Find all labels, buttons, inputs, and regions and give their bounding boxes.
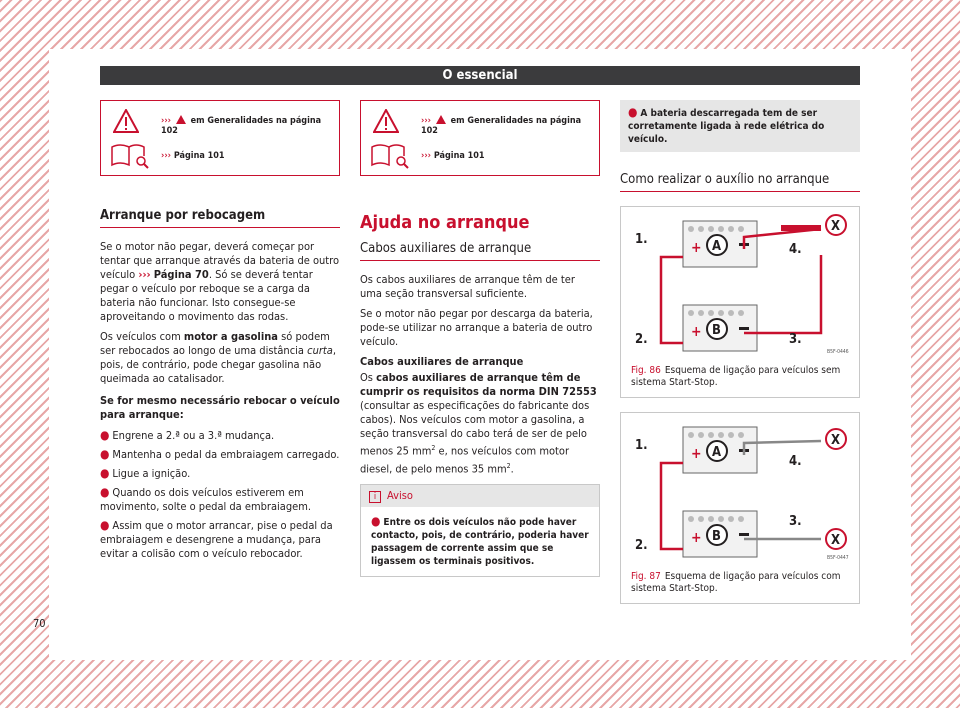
step-4-label: 4. (789, 242, 802, 257)
step-2-label: 2. (635, 332, 648, 347)
battery-b (683, 511, 757, 557)
figure-87 (620, 412, 860, 604)
list-item: ● Assim que o motor arrancar, pise o pedal da embraiagem e desengrene a mudança, para evitar a colisão com o veículo rebocador. (100, 518, 333, 560)
svg-text:+: + (691, 324, 702, 340)
svg-text:+: + (691, 446, 702, 462)
manual-book-icon (370, 141, 410, 169)
battery-a (683, 427, 757, 473)
warning-box-1 (100, 100, 340, 176)
column-2 (360, 100, 600, 577)
battery-a (683, 221, 757, 267)
small-warning-icon (436, 115, 446, 124)
arrows-icon: ››› (421, 151, 432, 161)
label-x: X (831, 219, 841, 234)
page-reference-2[interactable] (421, 151, 485, 161)
aviso-box (360, 484, 600, 577)
aviso-body: ● Entre os dois veículos não pode haver contacto, pois, de contrário, poderia haver passagem de corrente assim que se ligassem os terminais positivos. (371, 514, 589, 568)
warning-reference-text: em Generalidades na página 102 (161, 116, 322, 136)
page-reference-text: Página 101 (173, 151, 225, 161)
figure-87-caption: Fig. 87 Esquema de ligação para veículos com sistema Start-Stop. (631, 571, 841, 594)
info-icon: i (369, 491, 381, 503)
column-1 (100, 100, 340, 565)
label-b: B (712, 529, 721, 544)
step-2-label: 2. (635, 538, 648, 553)
battery-b (683, 305, 757, 351)
page-reference-text: Página 101 (433, 151, 485, 161)
page-number: 70 (33, 617, 46, 630)
column-3 (620, 100, 860, 604)
main-title: Ajuda no arranque (360, 212, 530, 233)
label-a: A (712, 445, 722, 460)
ajuda-body (360, 273, 600, 476)
jump-start-diagram-87 (621, 413, 859, 563)
rebocagem-bullet-list (100, 428, 340, 561)
small-warning-icon (176, 115, 186, 124)
rebocagem-body (100, 240, 340, 561)
warning-box-2 (360, 100, 600, 176)
figure-86 (620, 206, 860, 398)
label-a: A (712, 239, 722, 254)
warning-triangle-icon (113, 109, 139, 133)
arrows-icon: ››› (421, 116, 432, 126)
step-4-label: 4. (789, 454, 802, 469)
page-link-arrows[interactable]: ››› (138, 268, 151, 281)
jump-start-diagram-86 (621, 207, 859, 357)
ajuda-paragraph-3: Cabos auxiliares de arranque (360, 355, 524, 368)
list-item: ● Ligue a ignição. (100, 466, 191, 480)
warning-reference-2[interactable] (421, 115, 599, 136)
step-1-label: 1. (635, 232, 648, 247)
ajuda-paragraph-2: Se o motor não pegar por descarga da bateria, pode-se utilizar no arranque a bateria de outro veículo. (360, 307, 593, 348)
label-x-bottom: X (831, 533, 841, 548)
warning-reference-text: em Generalidades na página 102 (421, 116, 582, 136)
list-item: ● Mantenha o pedal da embraiagem carregado. (100, 447, 340, 461)
clamp-icon (781, 225, 821, 231)
step-1-label: 1. (635, 438, 648, 453)
section-title-rebocagem: Arranque por rebocagem (100, 208, 340, 228)
subtitle-cabos: Cabos auxiliares de arranque (360, 241, 600, 261)
svg-text:+: + (691, 240, 702, 256)
figure-code: B5F-0447 (827, 555, 849, 561)
aviso-header: i Aviso (361, 485, 599, 507)
ajuda-paragraph-1: Os cabos auxiliares de arranque têm de ter uma seção transversal suficiente. (360, 273, 575, 300)
list-item: ● Engrene a 2.ª ou a 3.ª mudança. (100, 428, 275, 442)
figure-code: B5F-0446 (827, 349, 849, 355)
manual-book-icon (110, 141, 150, 169)
figure-86-caption: Fig. 86 Esquema de ligação para veículos sem sistema Start-Stop. (631, 365, 841, 388)
page-header: O essencial (100, 66, 860, 85)
ajuda-paragraph-4: Os cabos auxiliares de arranque têm de cumprir os requisitos da norma DIN 72553 (consultar as especificações do fabricante dos cabos). Nos veículos com motor a gasolina, a seção transversal do cabo terá de ser de pelo menos 25 $mm^2$ e, nos veículos com motor diesel, de pelo menos 35 $mm^2$. (360, 371, 597, 476)
arrows-icon: ››› (161, 151, 172, 161)
list-item: ● Quando os dois veículos estiverem em movimento, solte o pedal da embraiagem. (100, 485, 312, 513)
step-3-label: 3. (789, 514, 802, 529)
rebocagem-paragraph-2: Os veículos com motor a gasolina só podem ser rebocados ao longo de uma distância curta, pois, de contrário, pode chegar gasolina não queimada ao catalisador. (100, 330, 337, 385)
rebocagem-paragraph-3: Se for mesmo necessário rebocar o veículo para arranque: (100, 394, 340, 421)
page-reference-1[interactable] (161, 151, 225, 161)
step-3-label: 3. (789, 332, 802, 347)
svg-text:+: + (691, 530, 702, 546)
rebocagem-paragraph-1: Se o motor não pegar, deverá começar por tentar que arranque através da bateria de outro veículo ››› Página 70. Só se deverá tentar pegar o veículo por reboque se a carga da bateria não funcionar. Isto consegue-se aproveitando o movimento das rodas. (100, 240, 340, 323)
page-link[interactable]: Página 70 (153, 268, 209, 281)
label-b: B (712, 323, 721, 338)
section-title-auxilio: Como realizar o auxílio no arranque (620, 172, 860, 192)
battery-note: ● A bateria descarregada tem de ser corretamente ligada à rede elétrica do veículo. (620, 100, 860, 152)
label-x-top: X (831, 433, 841, 448)
arrows-icon: ››› (161, 116, 172, 126)
warning-triangle-icon (373, 109, 399, 133)
warning-reference-1[interactable] (161, 115, 339, 136)
